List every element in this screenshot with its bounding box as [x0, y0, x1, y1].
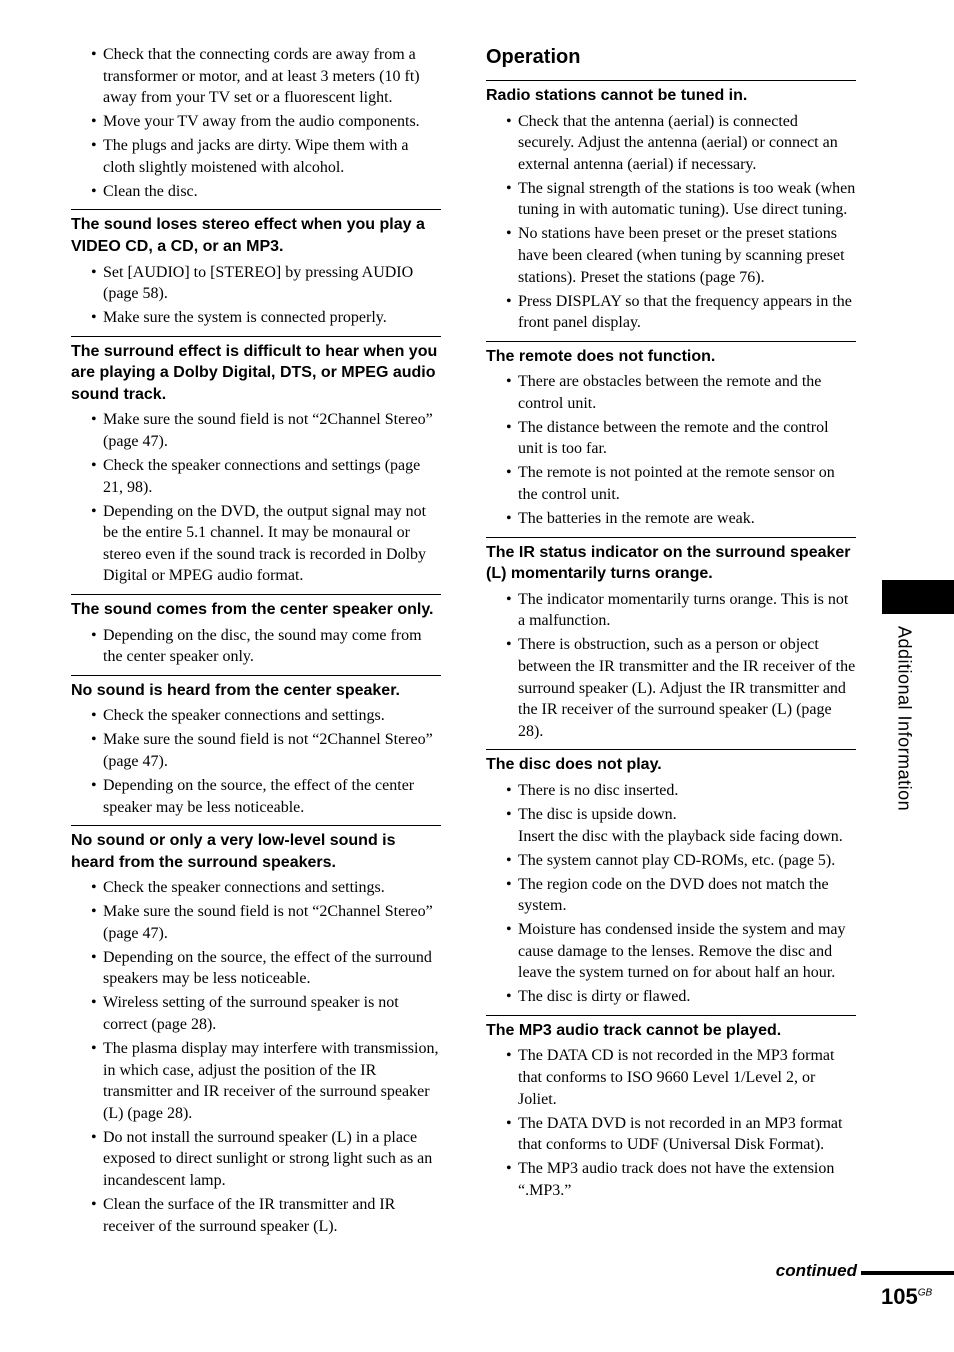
page-number [881, 1284, 932, 1310]
list-item: • Move your TV away from the audio components. [71, 111, 441, 133]
section-title: The IR status indicator on the surround speaker (L) momentarily turns orange. [486, 543, 851, 583]
section-center-only [71, 594, 441, 668]
bullet-list [71, 262, 441, 329]
section-title: The remote does not function. [486, 347, 716, 365]
section-stereo-effect [71, 209, 441, 328]
list-item: • The DATA CD is not recorded in the MP3 format that conforms to ISO 9660 Level 1/Level 2, or Joliet. [486, 1045, 856, 1110]
list-item: • Make sure the sound field is not “2Channel Stereo” (page 47). [71, 729, 441, 772]
section-no-center-sound [71, 675, 441, 818]
left-column [71, 44, 441, 1240]
list-item: • Check that the antenna (aerial) is connected securely. Adjust the antenna (aerial) or connect an external antenna (aerial) if necessary. [486, 111, 856, 176]
bullet-list [71, 409, 441, 587]
list-item: • Depending on the source, the effect of the surround speakers may be less noticeable. [71, 947, 441, 990]
list-item: • Depending on the DVD, the output signal may not be the entire 5.1 channel. It may be monaural or stereo even if the sound track is recorded in Dolby Digital or MPEG audio format. [71, 501, 441, 587]
section-title: The surround effect is difficult to hear when you are playing a Dolby Digital, DTS, or MPEG audio sound track. [71, 342, 438, 403]
continued-label: continued [775, 1261, 857, 1280]
section-no-surround-sound [71, 825, 441, 1237]
list-item: • The disc is dirty or flawed. [486, 986, 856, 1008]
list-item-note: Insert the disc with the playback side facing down. [518, 827, 843, 845]
list-item: • Depending on the source, the effect of the center speaker may be less noticeable. [71, 775, 441, 818]
list-item: • Check the speaker connections and settings (page 21, 98). [71, 455, 441, 498]
list-item: • Depending on the disc, the sound may come from the center speaker only. [71, 625, 441, 668]
bullet-list [486, 1045, 856, 1201]
list-item: • The MP3 audio track does not have the extension “.MP3.” [486, 1158, 856, 1201]
section-title: No sound is heard from the center speaker. [71, 681, 400, 699]
list-item: • Press DISPLAY so that the frequency appears in the front panel display. [486, 291, 856, 334]
list-item: • Make sure the system is connected properly. [71, 307, 441, 329]
list-item: • Set [AUDIO] to [STEREO] by pressing AUDIO (page 58). [71, 262, 441, 305]
section-remote [486, 341, 856, 530]
section-title: The sound loses stereo effect when you play a VIDEO CD, a CD, or an MP3. [71, 216, 425, 255]
list-item: • The plasma display may interfere with transmission, in which case, adjust the position of the IR transmitter and IR receiver of the surround speaker (L) (page 28). [71, 1038, 441, 1124]
section-ir-indicator [486, 537, 856, 743]
chapter-tab-label: Additional Information [894, 626, 915, 812]
list-item: • There are obstacles between the remote and the control unit. [486, 371, 856, 414]
list-item: • The region code on the DVD does not match the system. [486, 874, 856, 917]
list-item [486, 804, 856, 847]
list-item: • Make sure the sound field is not “2Channel Stereo” (page 47). [71, 409, 441, 452]
section-title: The MP3 audio track cannot be played. [486, 1021, 782, 1039]
list-item: • The system cannot play CD-ROMs, etc. (page 5). [486, 850, 856, 872]
bullet-list [486, 371, 856, 529]
list-item: • Check the speaker connections and settings. [71, 877, 441, 899]
list-item: • Do not install the surround speaker (L) in a place exposed to direct sunlight or strong light such as an incandescent lamp. [71, 1127, 441, 1192]
list-item: • Wireless setting of the surround speaker is not correct (page 28). [71, 992, 441, 1035]
list-item: • No stations have been preset or the preset stations have been cleared (when tuning by scanning preset stations). Preset the stations (page 76). [486, 223, 856, 288]
list-item: • The batteries in the remote are weak. [486, 508, 856, 530]
bullet-list [486, 589, 856, 743]
section-title: The disc does not play. [486, 756, 662, 774]
section-title: Radio stations cannot be tuned in. [486, 87, 748, 104]
list-item: • There is obstruction, such as a person or object between the IR transmitter and the IR receiver of the surround speaker (L). Adjust the IR transmitter and the IR receiver of the surround speaker (L) (page 28). [486, 634, 856, 742]
section-surround-effect [71, 336, 441, 587]
section-radio [486, 80, 856, 334]
section-title: No sound or only a very low-level sound is heard from the surround speakers. [71, 832, 396, 871]
list-item: • The distance between the remote and the control unit is too far. [486, 417, 856, 460]
list-item: • Clean the surface of the IR transmitter and IR receiver of the surround speaker (L). [71, 1194, 441, 1237]
list-item: • The plugs and jacks are dirty. Wipe them with a cloth slightly moistened with alcohol. [71, 135, 441, 178]
operation-heading: Operation [486, 46, 581, 68]
list-item: • The remote is not pointed at the remote sensor on the control unit. [486, 462, 856, 505]
list-item: • Make sure the sound field is not “2Channel Stereo” (page 47). [71, 901, 441, 944]
list-item: • Check that the connecting cords are away from a transformer or motor, and at least 3 meters (10 ft) away from your TV set or a fluorescent light. [71, 44, 441, 109]
bullet-list [486, 780, 856, 1008]
list-item: • Clean the disc. [71, 181, 441, 203]
list-item: • Check the speaker connections and settings. [71, 705, 441, 727]
list-item: • The signal strength of the stations is too weak (when tuning in with automatic tuning). Use direct tuning. [486, 178, 856, 221]
bullet-list [486, 111, 856, 334]
bullet-list [71, 625, 441, 668]
list-item: • The indicator momentarily turns orange. This is not a malfunction. [486, 589, 856, 632]
page-number-value: 105 [881, 1284, 918, 1309]
section-mp3 [486, 1015, 856, 1202]
intro-bullet-list [71, 44, 441, 202]
bullet-list [71, 877, 441, 1237]
page-region-code: GB [917, 1287, 933, 1299]
list-item: • The DATA DVD is not recorded in an MP3 format that conforms to UDF (Universal Disk Format). [486, 1113, 856, 1156]
list-item-text: • The disc is upside down. [518, 805, 677, 823]
list-item: • Moisture has condensed inside the system and may cause damage to the lenses. Remove the disc and leave the system turned on for about half an hour. [486, 919, 856, 984]
chapter-tab-marker [882, 580, 954, 614]
right-column [486, 44, 856, 1204]
continued-bar [861, 1271, 954, 1275]
bullet-list [71, 705, 441, 818]
list-item: • There is no disc inserted. [486, 780, 856, 802]
section-title: The sound comes from the center speaker only. [71, 601, 434, 618]
section-disc-not-play [486, 749, 856, 1007]
